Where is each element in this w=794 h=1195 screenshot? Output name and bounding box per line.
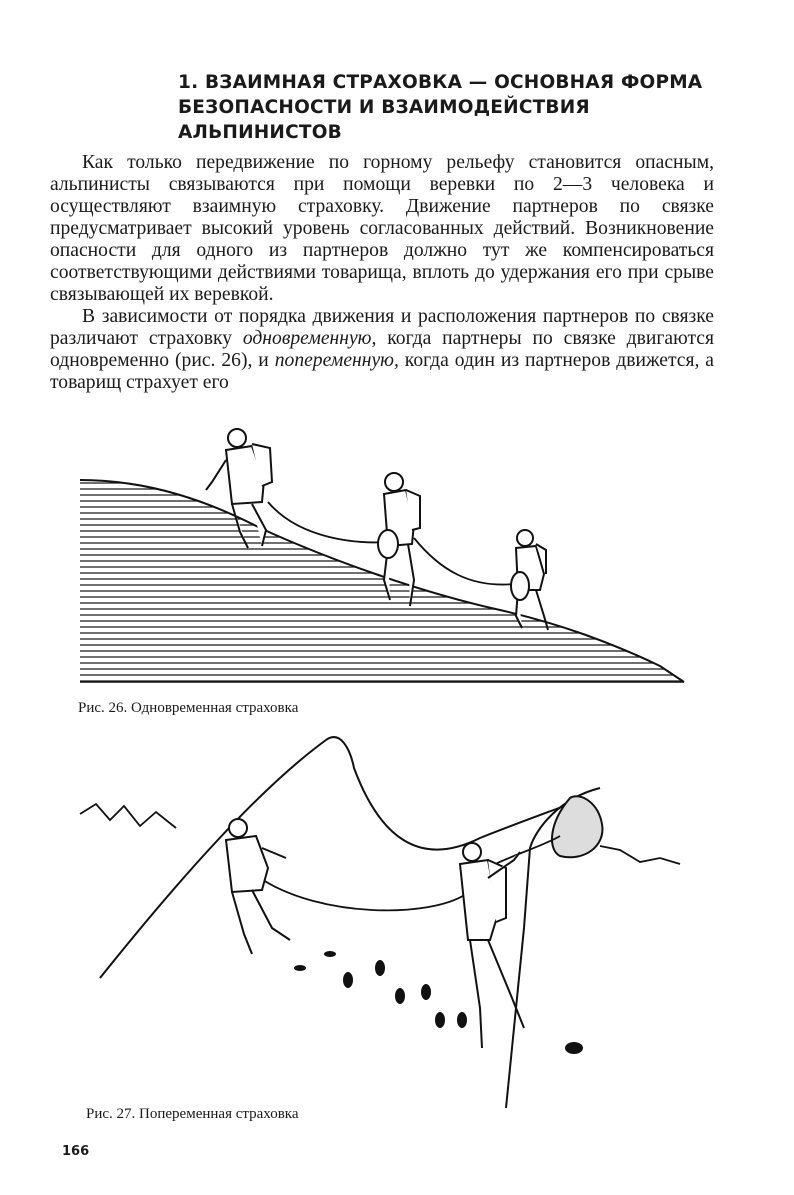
heading-line: АЛЬПИНИСТОВ	[178, 122, 342, 143]
term-simultaneous: одновременную,	[242, 328, 377, 349]
section-heading	[178, 70, 718, 145]
paragraph-2-text: В зависимости от порядка движения и расположения партнеров по связке различают страховку	[50, 306, 714, 349]
cliff-rock	[552, 796, 603, 857]
heading-line: 1. ВЗАИМНАЯ СТРАХОВКА — ОСНОВНАЯ ФОРМА	[178, 72, 703, 93]
figure-26-illustration	[0, 420, 794, 700]
body-text	[50, 152, 714, 394]
figure-26-caption: Рис. 26. Одновременная страховка	[78, 700, 299, 716]
mountain-range	[80, 804, 176, 828]
paragraph-1: Как только передвижение по горному рельефу становится опасным, альпинисты связываются при помощи веревки по 2—3 человека и осуществляют взаимную страховку. Движение партнеров по связке предусматривает высокий уровень согласованных действий. Возникновение опасности для одного из партнеров должно тут же компенсироваться соответствующими действиями товарища, вплоть до удержания его при срыве связывающей их веревкой.	[50, 152, 714, 305]
figure-27-caption: Рис. 27. Попеременная страховка	[86, 1106, 299, 1122]
paragraph-2	[50, 306, 714, 394]
climber-3-icon	[511, 530, 548, 630]
term-alternating: попеременную,	[274, 350, 399, 371]
climber-leader-icon	[226, 819, 290, 954]
heading-line: БЕЗОПАСНОСТИ И ВЗАИМОДЕЙСТВИЯ	[178, 97, 590, 118]
paragraph-2-text: когда один из партнеров движется, а товарищ страхует его	[50, 350, 714, 393]
paragraph-2-text: когда партнеры по связке двигаются одновременно (рис. 26), и	[50, 328, 714, 371]
rope	[260, 836, 560, 910]
page-number: 166	[62, 1144, 90, 1159]
cliff-ledge	[600, 846, 680, 864]
footprints-icon	[294, 951, 583, 1054]
figure-27-illustration	[0, 728, 794, 1108]
slope-hatching	[80, 480, 684, 682]
